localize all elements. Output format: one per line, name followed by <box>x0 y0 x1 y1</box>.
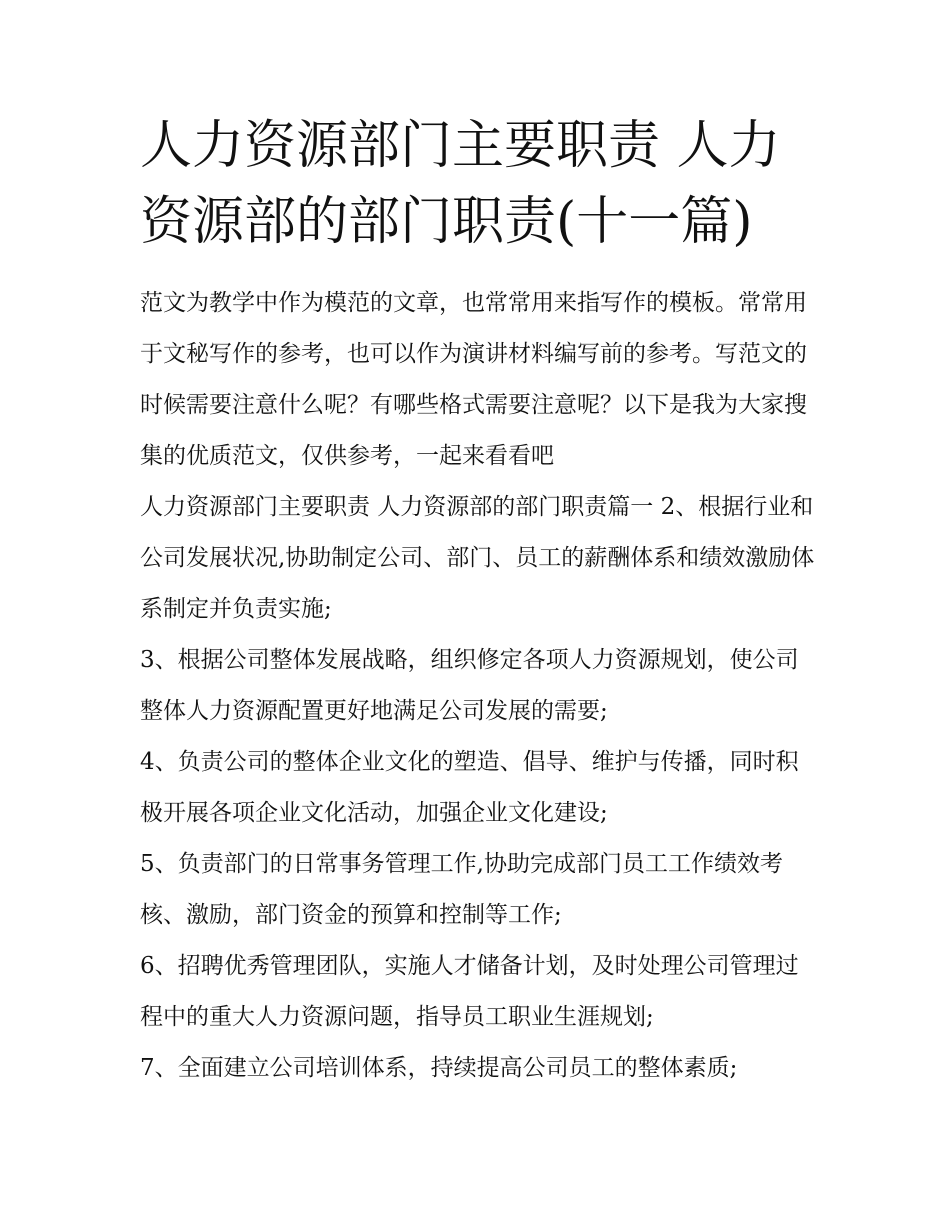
intro-paragraph: 范文为教学中作为模范的文章，也常常用来指写作的模板。常常用于文秘写作的参考，也可以作为演讲材料编写前的参考。写范文的时候需要注意什么呢？有哪些格式需要注意呢？以下是我为大家搜集的优质范文，仅供参考，一起来看看吧 <box>140 290 807 469</box>
section-paragraph: 人力资源部门主要职责 人力资源部的部门职责篇一 2、根据行业和公司发展状况,协助制定公司、部门、员工的薪酬体系和绩效激励体系制定并负责实施; <box>140 494 815 622</box>
document-body <box>140 278 820 1094</box>
duty-item: 7、全面建立公司培训体系，持续提高公司员工的整体素质; <box>140 1055 738 1081</box>
duty-item: 5、负责部门的日常事务管理工作,协助完成部门员工工作绩效考核、激励，部门资金的预算和控制等工作; <box>140 851 783 928</box>
duty-item: 6、招聘优秀管理团队，实施人才储备计划，及时处理公司管理过程中的重大人力资源问题，指导员工职业生涯规划; <box>140 953 799 1030</box>
duty-item: 4、负责公司的整体企业文化的塑造、倡导、维护与传播，同时积极开展各项企业文化活动，加强企业文化建设; <box>140 749 799 826</box>
document-title: 人力资源部门主要职责 人力资源部的部门职责(十一篇) <box>140 116 781 252</box>
duty-item: 3、根据公司整体发展战略，组织修定各项人力资源规划，使公司整体人力资源配置更好地满足公司发展的需要; <box>140 647 799 724</box>
